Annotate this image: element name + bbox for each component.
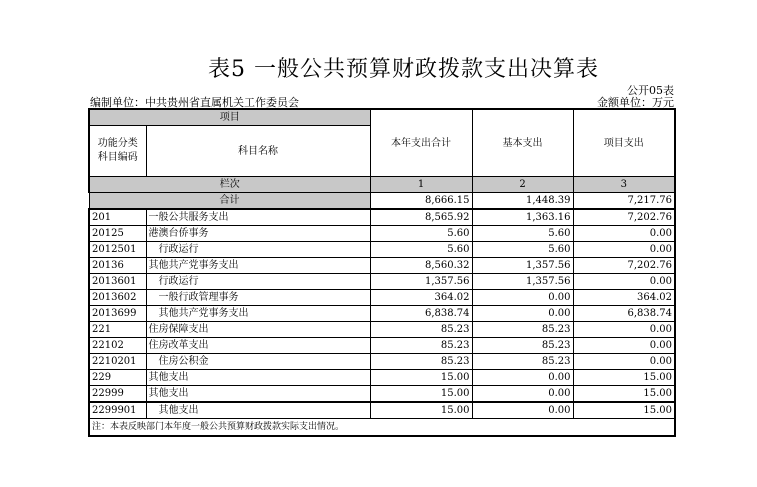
- row-project: 15.00: [573, 402, 675, 419]
- row-code: 2013699: [89, 306, 146, 322]
- row-name: 其他支出: [146, 386, 370, 403]
- row-name: 行政运行: [146, 274, 370, 290]
- table-row: [89, 306, 675, 322]
- header-total: 本年支出合计: [370, 109, 472, 177]
- row-lanci-label: 栏次: [89, 177, 370, 193]
- row-total: 85.23: [370, 338, 472, 354]
- row-project: 7,202.76: [573, 258, 675, 274]
- row-name: 住房保障支出: [146, 322, 370, 338]
- row-project: 0.00: [573, 242, 675, 258]
- row-basic: 1,357.56: [472, 258, 573, 274]
- row-code: 2210201: [89, 354, 146, 370]
- row-code: 229: [89, 370, 146, 386]
- row-total: 85.23: [370, 354, 472, 370]
- row-name: 住房改革支出: [146, 338, 370, 354]
- row-code: 201: [89, 209, 146, 226]
- row-name: 行政运行: [146, 242, 370, 258]
- row-code: 22102: [89, 338, 146, 354]
- row-project: 0.00: [573, 226, 675, 242]
- header-basic: 基本支出: [472, 109, 573, 177]
- total-basic: 1,448.39: [472, 193, 573, 210]
- table-row: [89, 354, 675, 370]
- row-project: 6,838.74: [573, 306, 675, 322]
- header-project-expenditure: 项目支出: [573, 109, 675, 177]
- row-basic: 0.00: [472, 290, 573, 306]
- table-row: [89, 322, 675, 338]
- row-name: 其他支出: [146, 370, 370, 386]
- table-row: [89, 226, 675, 242]
- row-basic: 0.00: [472, 306, 573, 322]
- row-total: 6,838.74: [370, 306, 472, 322]
- page-title: 表5 一般公共预算财政拨款支出决算表: [208, 57, 599, 82]
- row-basic: 85.23: [472, 322, 573, 338]
- row-project: 0.00: [573, 338, 675, 354]
- table-row: [89, 386, 675, 403]
- row-total: 15.00: [370, 386, 472, 403]
- row-project: 15.00: [573, 370, 675, 386]
- row-basic: 5.60: [472, 242, 573, 258]
- row-project: 0.00: [573, 322, 675, 338]
- table-row: [89, 338, 675, 354]
- total-sum: 8,666.15: [370, 193, 472, 210]
- row-total: 8,565.92: [370, 209, 472, 226]
- row-total: 1,357.56: [370, 274, 472, 290]
- table-note: 注：本表反映部门本年度一般公共预算财政拨款实际支出情况。: [89, 419, 675, 437]
- table-row: [89, 242, 675, 258]
- row-project: 15.00: [573, 386, 675, 403]
- row-total: 85.23: [370, 322, 472, 338]
- table-row: [89, 290, 675, 306]
- row-code: 2013601: [89, 274, 146, 290]
- row-name: 其他共产党事务支出: [146, 258, 370, 274]
- row-name: 其他支出: [146, 402, 370, 419]
- row-project: 7,202.76: [573, 209, 675, 226]
- row-code: 2013602: [89, 290, 146, 306]
- row-project: 0.00: [573, 274, 675, 290]
- row-total: 8,560.32: [370, 258, 472, 274]
- row-code: 22999: [89, 386, 146, 403]
- header-project: 项目: [89, 109, 370, 126]
- header-code: 功能分类 科目编码: [89, 126, 146, 177]
- row-basic: 0.00: [472, 386, 573, 403]
- row-basic: 0.00: [472, 402, 573, 419]
- row-code: 2012501: [89, 242, 146, 258]
- row-total: 5.60: [370, 242, 472, 258]
- row-total: 364.02: [370, 290, 472, 306]
- row-total: 15.00: [370, 402, 472, 419]
- lanci-2: 2: [472, 177, 573, 193]
- table-row: [89, 402, 675, 419]
- row-code: 20125: [89, 226, 146, 242]
- header-name: 科目名称: [146, 126, 370, 177]
- row-project: 0.00: [573, 354, 675, 370]
- compiling-unit: 编制单位：中共贵州省直属机关工作委员会: [90, 96, 299, 109]
- row-code: 221: [89, 322, 146, 338]
- row-code: 2299901: [89, 402, 146, 419]
- row-total-label: 合计: [89, 193, 370, 210]
- lanci-1: 1: [370, 177, 472, 193]
- table-row: [89, 274, 675, 290]
- lanci-3: 3: [573, 177, 675, 193]
- table-row: [89, 209, 675, 226]
- row-total: 15.00: [370, 370, 472, 386]
- row-basic: 85.23: [472, 354, 573, 370]
- row-basic: 1,363.16: [472, 209, 573, 226]
- row-name: 港澳台侨事务: [146, 226, 370, 242]
- row-basic: 0.00: [472, 370, 573, 386]
- row-project: 364.02: [573, 290, 675, 306]
- row-name: 其他共产党事务支出: [146, 306, 370, 322]
- row-name: 住房公积金: [146, 354, 370, 370]
- amount-unit: 金额单位：万元: [597, 96, 674, 109]
- row-basic: 5.60: [472, 226, 573, 242]
- row-name: 一般公共服务支出: [146, 209, 370, 226]
- table-row: [89, 370, 675, 386]
- row-total: 5.60: [370, 226, 472, 242]
- row-code: 20136: [89, 258, 146, 274]
- row-basic: 1,357.56: [472, 274, 573, 290]
- row-basic: 85.23: [472, 338, 573, 354]
- total-project: 7,217.76: [573, 193, 675, 210]
- row-name: 一般行政管理事务: [146, 290, 370, 306]
- table-row: [89, 258, 675, 274]
- expenditure-table: [88, 108, 676, 437]
- form-number: 公开05表: [627, 84, 674, 97]
